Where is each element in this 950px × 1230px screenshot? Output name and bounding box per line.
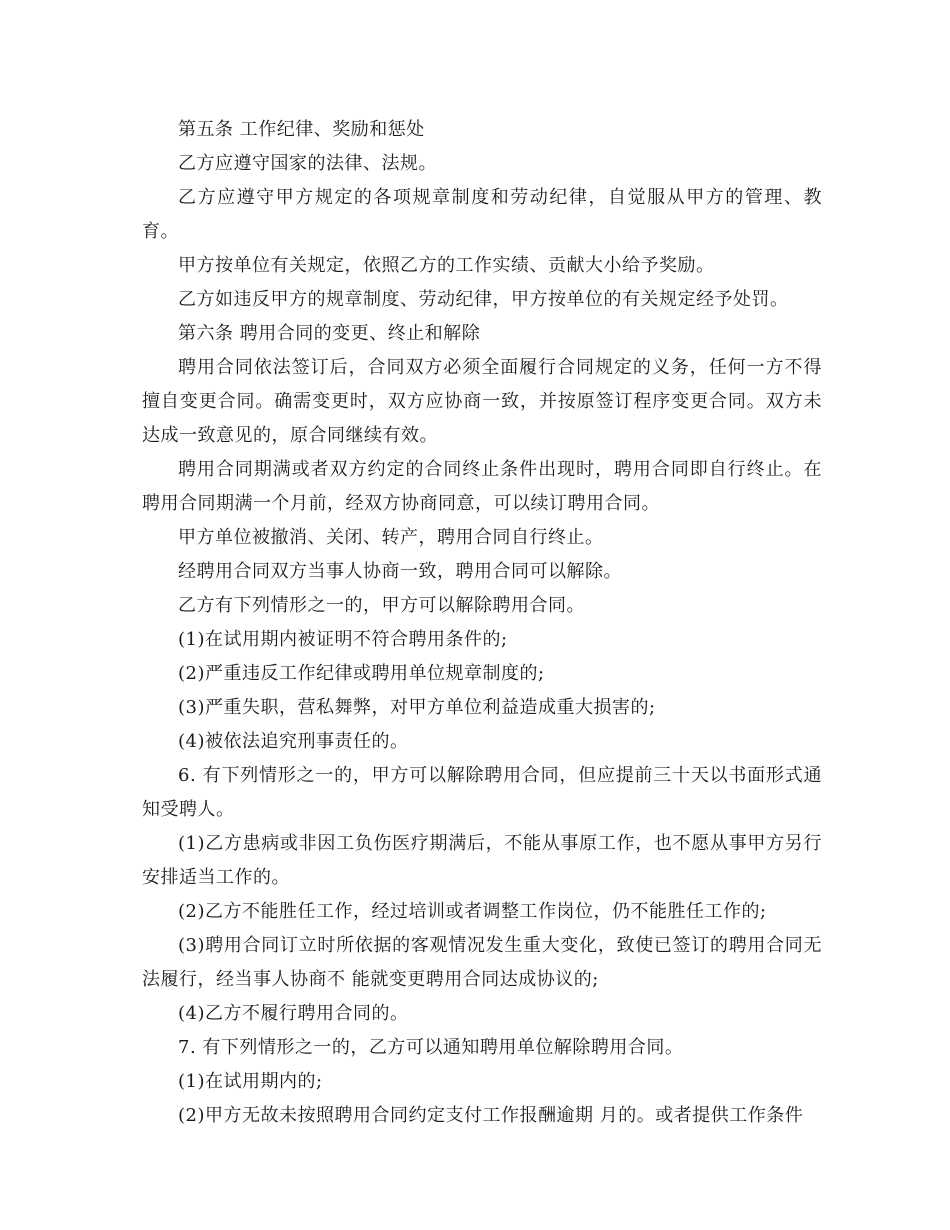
paragraph: 6. 有下列情形之一的，甲方可以解除聘用合同，但应提前三十天以书面形式通知受聘人。 [142, 765, 822, 820]
list-item: (2)甲方无故未按照聘用合同约定支付工作报酬逾期 月的。或者提供工作条件 [178, 1105, 804, 1126]
paragraph: 聘用合同期满或者双方约定的合同终止条件出现时，聘用合同即自行终止。在聘用合同期满一个月前，经双方协商同意，可以续订聘用合同。 [142, 459, 822, 514]
list-item: (3)聘用合同订立时所依据的客观情况发生重大变化，致使已签订的聘用合同无法履行，经当事人协商不 能就变更聘用合同达成协议的; [142, 935, 822, 990]
paragraph: 乙方如违反甲方的规章制度、劳动纪律，甲方按单位的有关规定经予处罚。 [178, 289, 789, 310]
list-item: (2)严重违反工作纪律或聘用单位规章制度的; [178, 663, 545, 684]
paragraph: 甲方按单位有关规定，依照乙方的工作实绩、贡献大小给予奖励。 [178, 255, 715, 276]
article-6-heading: 第六条 聘用合同的变更、终止和解除 [178, 323, 481, 344]
list-item: (1)乙方患病或非因工负伤医疗期满后，不能从事原工作，也不愿从事甲方另行安排适当工作的。 [142, 833, 822, 888]
paragraph: 7. 有下列情形之一的，乙方可以通知聘用单位解除聘用合同。 [178, 1037, 684, 1058]
list-item: (2)乙方不能胜任工作，经过培训或者调整工作岗位，仍不能胜任工作的; [178, 901, 767, 922]
paragraph: 乙方有下列情形之一的，甲方可以解除聘用合同。 [178, 595, 585, 616]
list-item: (3)严重失职，营私舞弊，对甲方单位利益造成重大损害的; [178, 697, 656, 718]
list-item: (1)在试用期内的; [178, 1071, 323, 1092]
list-item: (1)在试用期内被证明不符合聘用条件的; [178, 629, 508, 650]
paragraph: 乙方应遵守甲方规定的各项规章制度和劳动纪律，自觉服从甲方的管理、教育。 [142, 187, 822, 242]
paragraph: 聘用合同依法签订后，合同双方必须全面履行合同规定的义务，任何一方不得擅自变更合同。确需变更时，双方应协商一致，并按原签订程序变更合同。双方未达成一致意见的，原合同继续有效。 [142, 357, 822, 446]
article-5-heading: 第五条 工作纪律、奖励和惩处 [178, 119, 425, 140]
paragraph: 经聘用合同双方当事人协商一致，聘用合同可以解除。 [178, 561, 622, 582]
list-item: (4)乙方不履行聘用合同的。 [178, 1003, 409, 1024]
document-body [142, 113, 822, 1133]
paragraph: 甲方单位被撤消、关闭、转产，聘用合同自行终止。 [178, 527, 604, 548]
paragraph: 乙方应遵守国家的法律、法规。 [178, 153, 437, 174]
list-item: (4)被依法追究刑事责任的。 [178, 731, 409, 752]
